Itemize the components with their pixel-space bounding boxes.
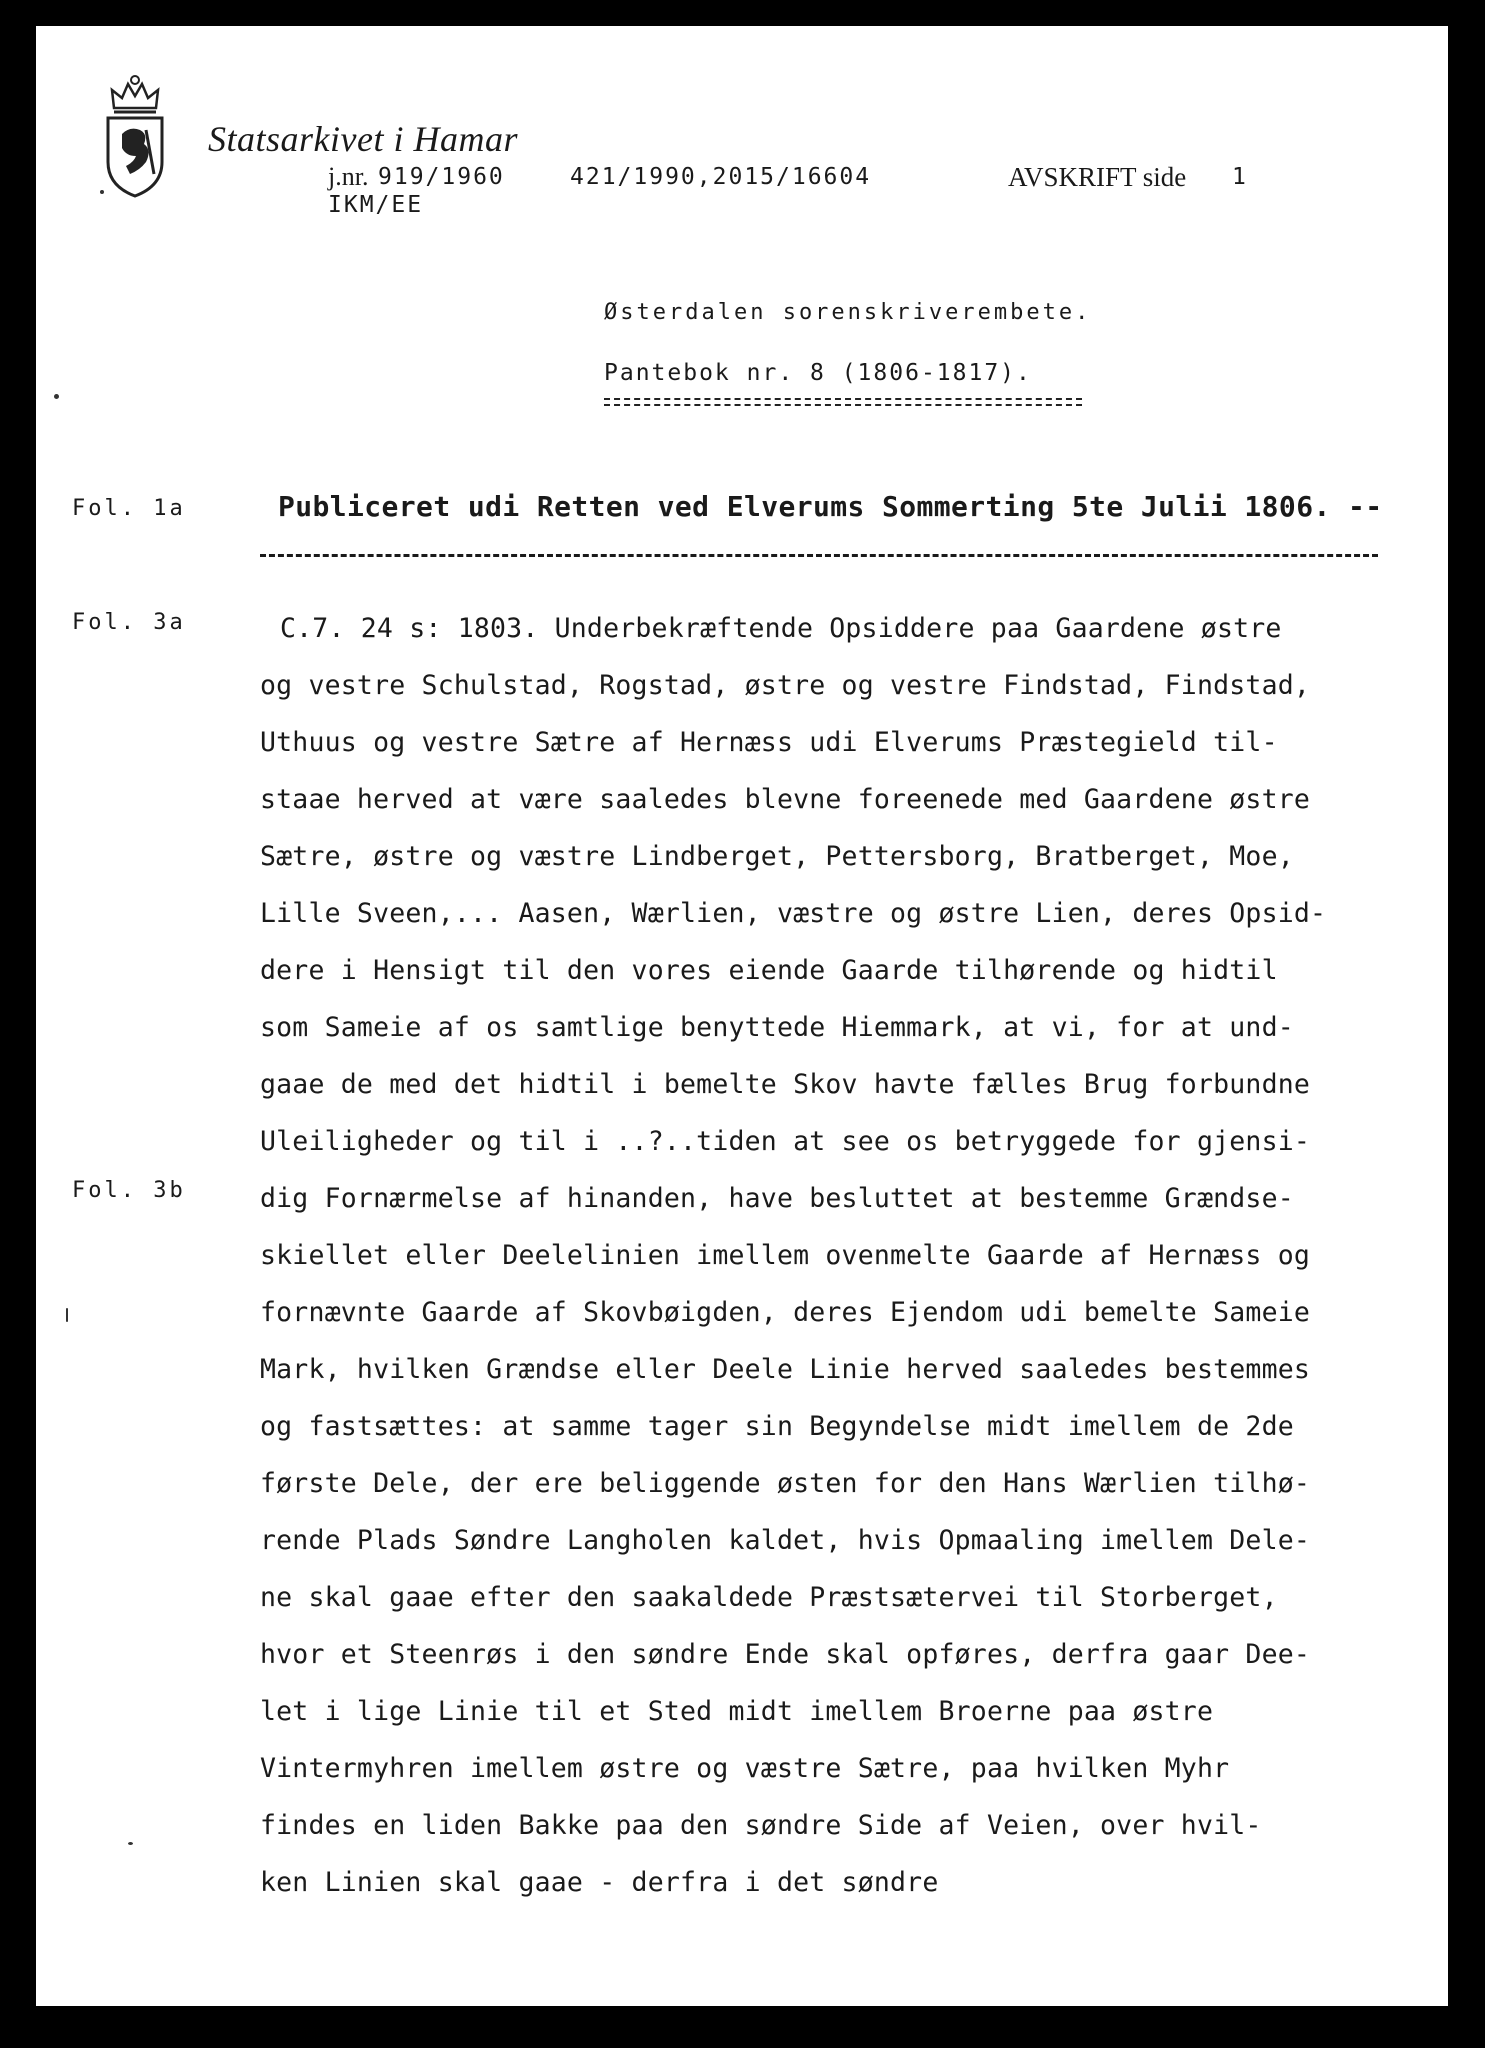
text-line: dere i Hensigt til den vores eiende Gaarde tilhørende og hidtil — [260, 955, 1278, 986]
text-line: C.7. 24 s: 1803. Underbekræftende Opsiddere paa Gaardene østre — [280, 613, 1282, 644]
text-line: rende Plads Søndre Langholen kaldet, hvis Opmaaling imellem Dele- — [260, 1525, 1311, 1556]
transcript-label: AVSKRIFT side — [1008, 162, 1187, 192]
folio-3b: Fol. 3b — [72, 1178, 186, 1203]
text-line: Uthuus og vestre Sætre af Hernæss udi Elverums Præstegield til- — [260, 727, 1278, 758]
text-line: og fastsættes: at samme tager sin Begyndelse midt imellem de 2de — [260, 1411, 1294, 1442]
text-line: første Dele, der ere beliggende østen for den Hans Wærlien tilhø- — [260, 1468, 1311, 1499]
clerk-initials: IKM/EE — [328, 192, 424, 218]
coat-of-arms-icon — [100, 70, 170, 200]
text-line: findes en liden Bakke paa den søndre Side af Veien, over hvil- — [260, 1810, 1262, 1841]
text-line: gaae de med det hidtil i bemelte Skov havte fælles Brug forbundne — [260, 1069, 1311, 1100]
paper-speck — [100, 190, 104, 194]
text-line: Uleiligheder og til i ..?..tiden at see os betryggede for gjensi- — [260, 1126, 1311, 1157]
journal-number-label: j.nr. — [328, 162, 369, 191]
text-line: ken Linien skal gaae - derfra i det søndre — [260, 1867, 939, 1898]
document-page — [36, 26, 1448, 2006]
publication-line: Publiceret udi Retten ved Elverums Sommerting 5te Julii 1806. -- — [278, 490, 1383, 523]
title-underline — [604, 398, 1082, 400]
text-line: hvor et Steenrøs i den søndre Ende skal opføres, derfra gaar Dee- — [260, 1639, 1311, 1670]
text-line: ne skal gaae efter den saakaldede Præstsætervei til Storberget, — [260, 1582, 1278, 1613]
text-line: som Sameie af os samtlige benyttede Hiemmark, at vi, for at und- — [260, 1012, 1294, 1043]
text-line: og vestre Schulstad, Rogstad, østre og vestre Findstad, Findstad, — [260, 670, 1311, 701]
mortgage-book-title: Pantebok nr. 8 (1806-1817). — [604, 360, 1032, 386]
text-line: skiellet eller Deelelinien imellem ovenmelte Gaarde af Hernæss og — [260, 1240, 1311, 1271]
transcript-body — [260, 600, 1400, 1911]
title-underline-double — [604, 404, 1082, 406]
archive-name: Statsarkivet i Hamar — [208, 119, 518, 159]
text-line: fornævnte Gaarde af Skovbøigden, deres Ejendom udi bemelte Sameie — [260, 1297, 1311, 1328]
text-line: Sætre, østre og væstre Lindberget, Pettersborg, Bratberget, Moe, — [260, 841, 1294, 872]
text-line: let i lige Linie til et Sted midt imellem Broerne paa østre — [260, 1696, 1214, 1727]
text-line: dig Fornærmelse af hinanden, have besluttet at bestemme Grændse- — [260, 1183, 1294, 1214]
text-line: Vintermyhren imellem østre og væstre Sætre, paa hvilken Myhr — [260, 1753, 1230, 1784]
page-number: 1 — [1232, 164, 1248, 190]
journal-number-extra: 421/1990,2015/16604 — [570, 164, 872, 190]
text-line: Mark, hvilken Grændse eller Deele Linie herved saaledes bestemmes — [260, 1354, 1311, 1385]
folio-3a: Fol. 3a — [72, 610, 186, 635]
folio-1a: Fol. 1a — [72, 496, 186, 521]
separator-line — [260, 554, 1378, 557]
text-line: staae herved at være saaledes blevne foreenede med Gaardene østre — [260, 784, 1311, 815]
journal-number: 919/1960 — [378, 164, 505, 190]
paper-speck — [128, 1842, 133, 1845]
paper-speck — [54, 394, 59, 399]
paper-speck — [66, 1308, 68, 1322]
court-office: Østerdalen sorenskriverembete. — [604, 300, 1092, 325]
text-line: Lille Sveen,... Aasen, Wærlien, væstre og østre Lien, deres Opsid- — [260, 898, 1327, 929]
